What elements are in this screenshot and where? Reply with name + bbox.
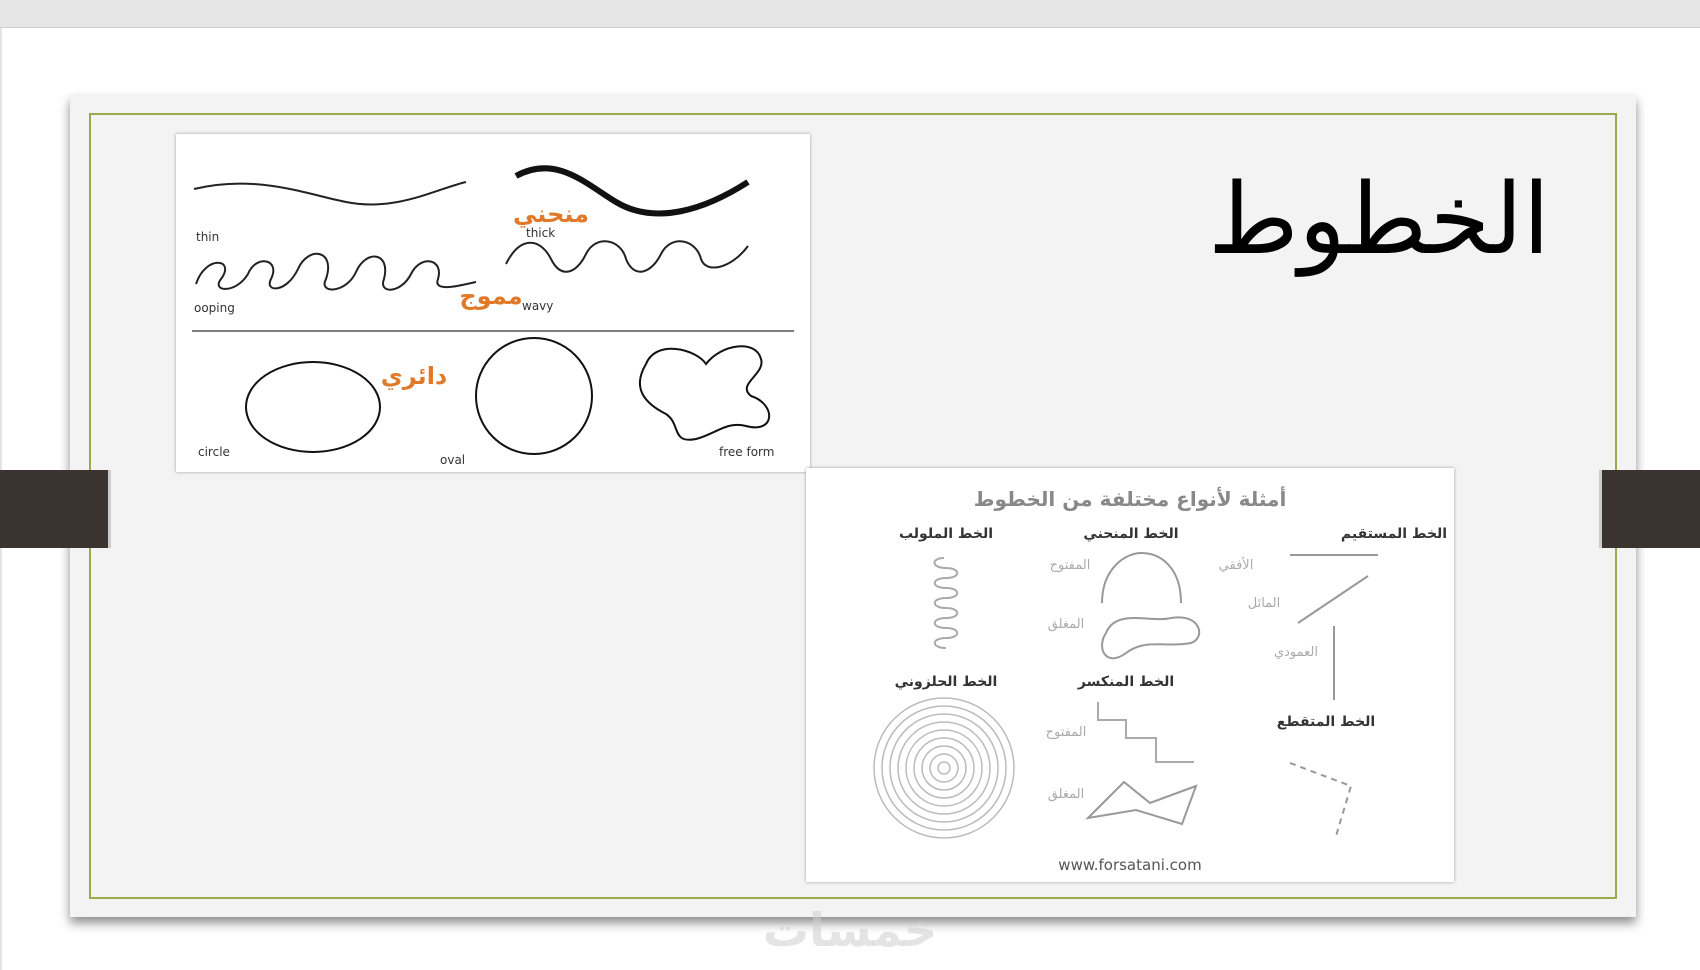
broken-open: المفتوح bbox=[1045, 725, 1087, 740]
label-wavy: wavy bbox=[522, 299, 554, 313]
annotation-circular: دائري bbox=[380, 362, 448, 390]
label-free-form: free form bbox=[719, 445, 775, 459]
broken-title: الخط المنكسر bbox=[1077, 674, 1175, 690]
oval-shape bbox=[476, 338, 592, 454]
free-form-shape bbox=[640, 346, 769, 440]
label-thick: thick bbox=[526, 226, 556, 240]
slanted-line bbox=[1298, 576, 1368, 623]
annotation-wavy: مموج bbox=[459, 282, 523, 310]
open-broken-line bbox=[1098, 702, 1194, 762]
dashed-line bbox=[1290, 763, 1351, 836]
coiled-line bbox=[934, 558, 957, 648]
curved-open: المفتوح bbox=[1049, 558, 1091, 573]
slide-tab-right bbox=[1599, 470, 1700, 548]
window-top-bar bbox=[0, 0, 1700, 28]
closed-broken-line bbox=[1088, 782, 1196, 824]
line-types-image[interactable] bbox=[176, 134, 810, 472]
website-url: www.forsatani.com bbox=[1058, 856, 1202, 874]
thin-line bbox=[194, 182, 466, 204]
dashed-title: الخط المتقطع bbox=[1276, 714, 1376, 730]
label-oval: oval bbox=[440, 453, 466, 467]
wavy-line bbox=[506, 241, 748, 271]
label-circle: circle bbox=[198, 445, 230, 459]
slide-title[interactable]: الخطوط bbox=[1208, 163, 1550, 277]
coiled-title: الخط الملولب bbox=[898, 526, 994, 542]
examples-heading: أمثلة لأنواع مختلفة من الخطوط bbox=[973, 487, 1287, 511]
straight-horizontal: الأفقي bbox=[1218, 558, 1254, 573]
label-looping: ooping bbox=[194, 301, 235, 315]
watermark-logo: خمسات bbox=[762, 903, 938, 957]
label-thin: thin bbox=[196, 230, 220, 244]
curved-closed: المغلق bbox=[1047, 617, 1085, 632]
slide-tab-left bbox=[0, 470, 111, 548]
annotation-curved: منحني bbox=[512, 200, 590, 228]
looping-line bbox=[196, 254, 476, 290]
curved-title: الخط المنحني bbox=[1083, 526, 1179, 542]
line-examples-image[interactable] bbox=[806, 468, 1454, 882]
spiral-line bbox=[874, 698, 1014, 838]
straight-slanted: المائل bbox=[1247, 596, 1281, 611]
straight-title: الخط المستقيم bbox=[1340, 526, 1448, 542]
spiral-title: الخط الحلزوني bbox=[894, 674, 998, 690]
circle-shape bbox=[246, 362, 380, 452]
closed-curve bbox=[1102, 617, 1199, 658]
straight-vertical: العمودي bbox=[1273, 645, 1319, 660]
broken-closed: المغلق bbox=[1047, 787, 1085, 802]
open-curve bbox=[1102, 553, 1181, 603]
